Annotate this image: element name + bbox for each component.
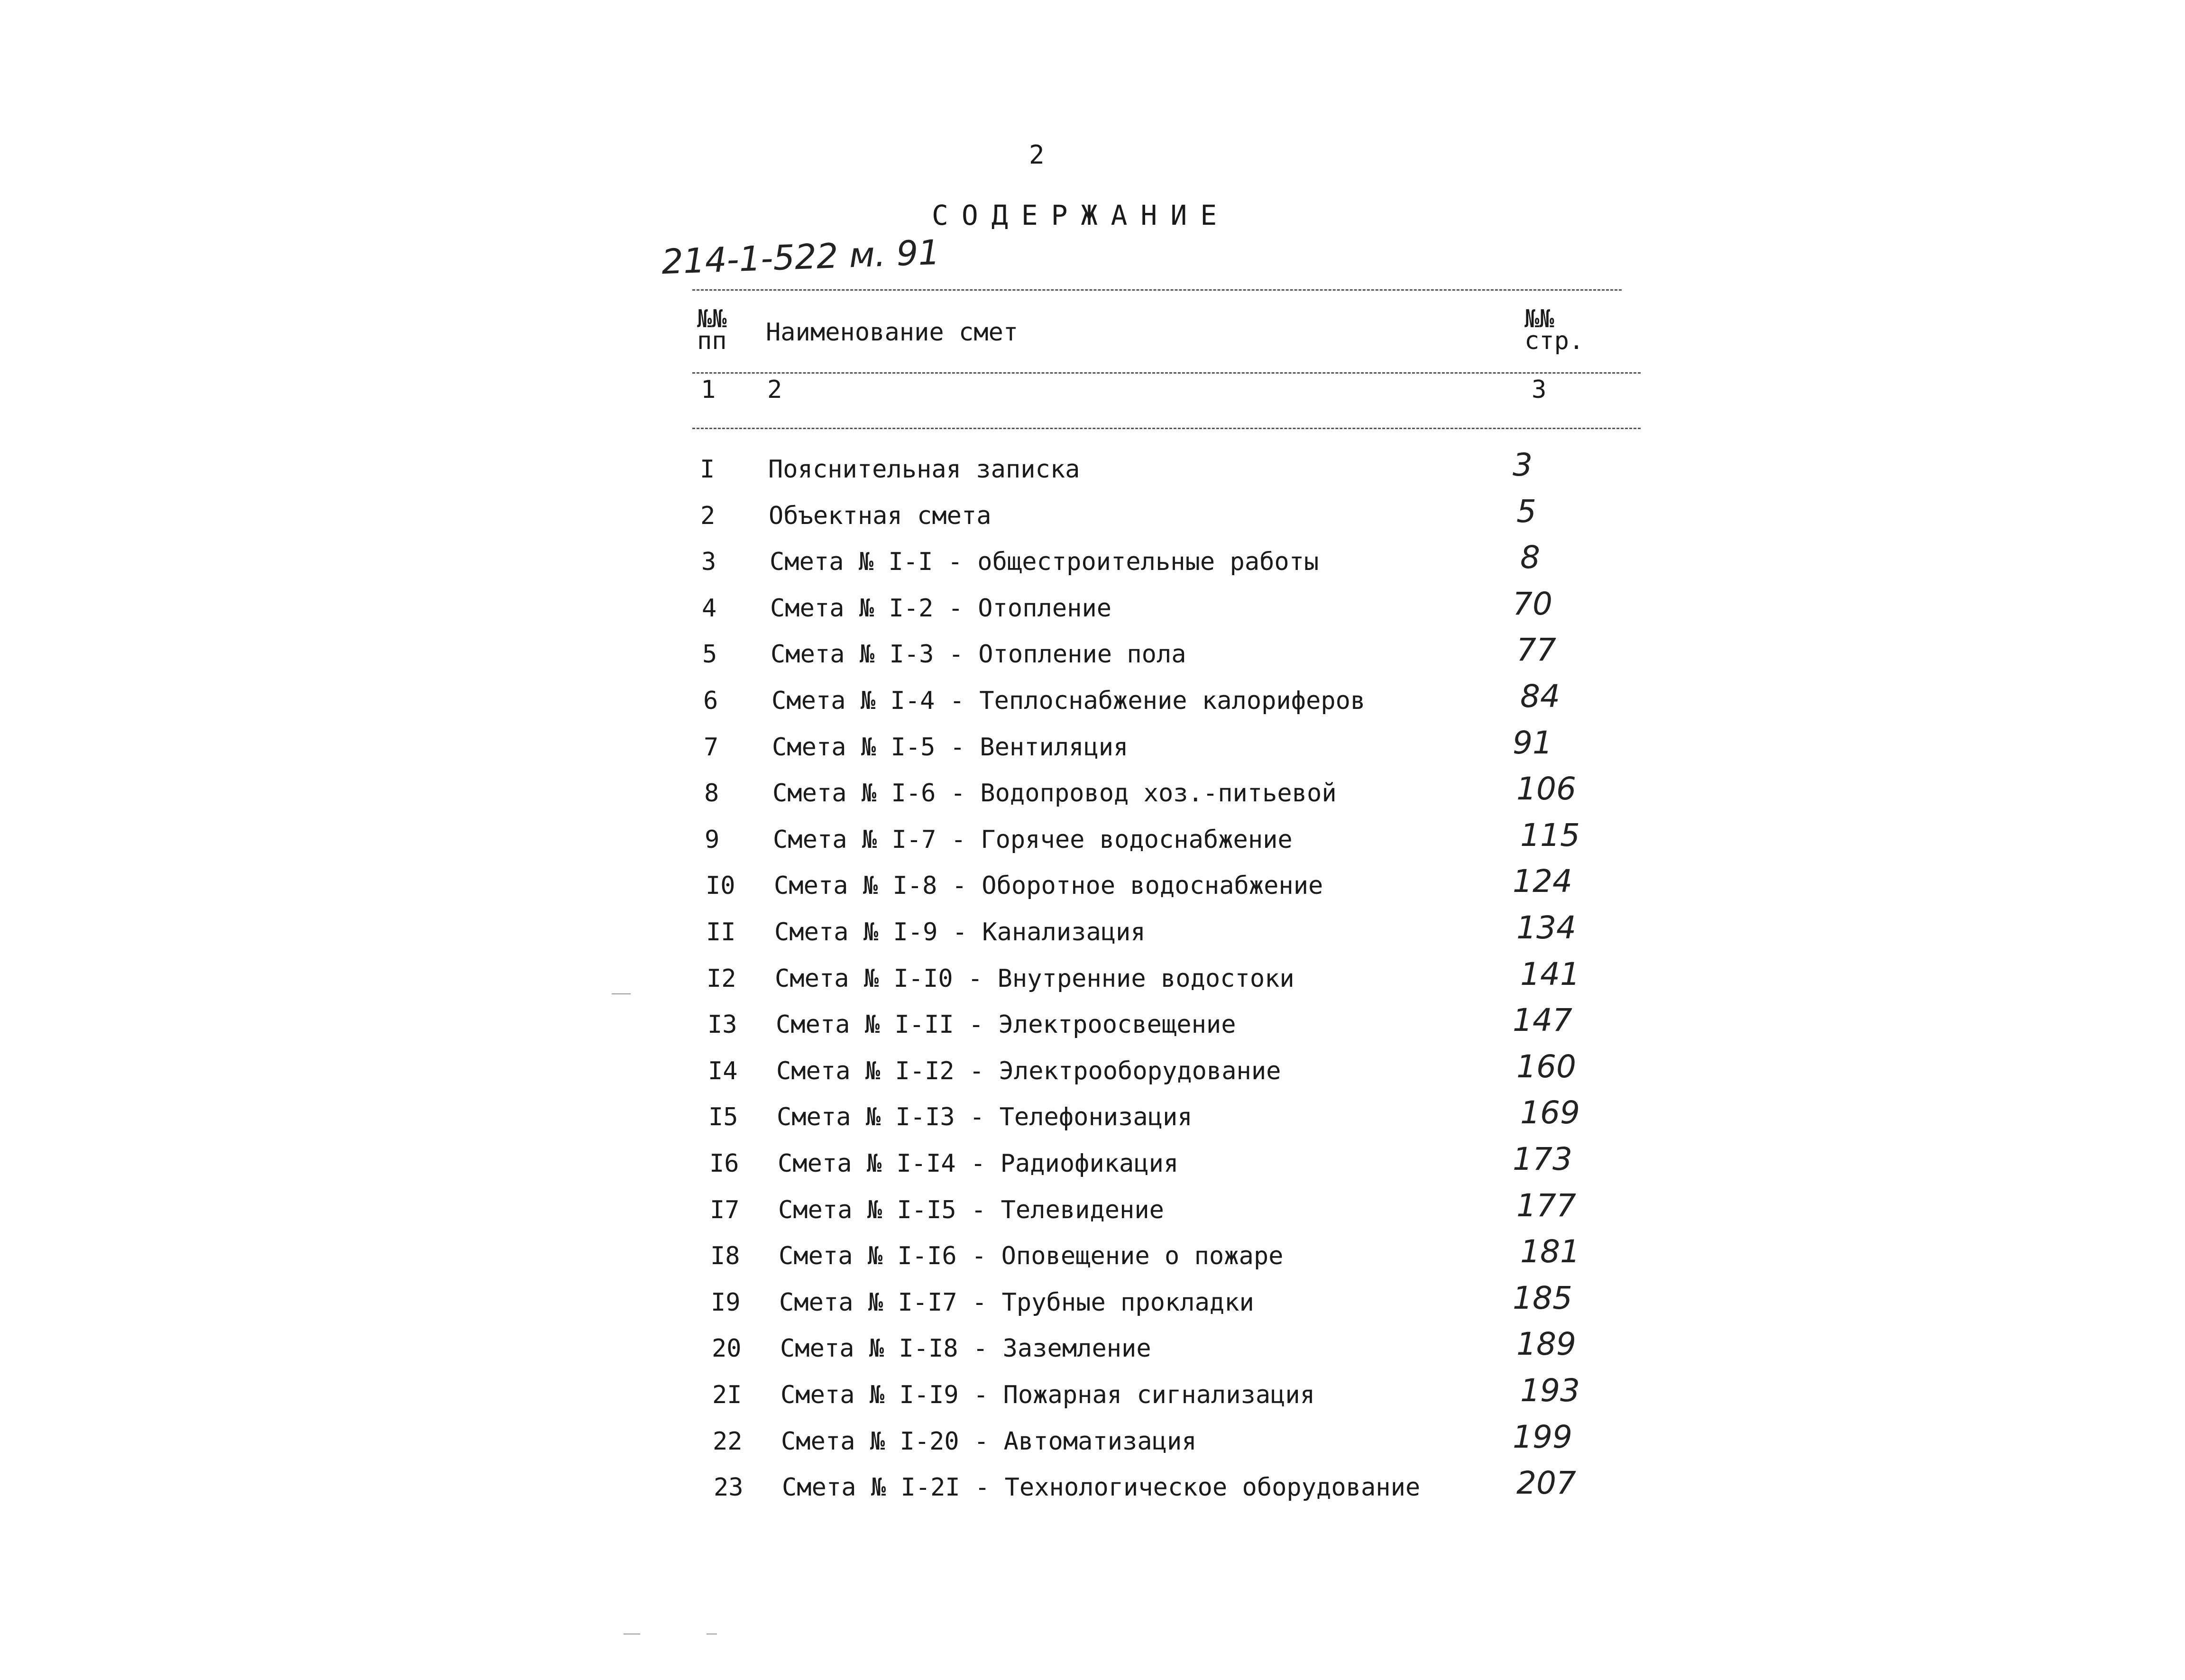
toc-row-number: I7 bbox=[710, 1196, 740, 1224]
toc-row-title: Смета № I-I6 - Оповещение о пожаре bbox=[779, 1242, 1284, 1270]
toc-row-page-handwritten: 5 bbox=[1516, 493, 1536, 530]
toc-row-page-handwritten: 106 bbox=[1516, 771, 1576, 807]
header-num-label-line1: №№ bbox=[697, 305, 727, 333]
toc-row-number: I5 bbox=[708, 1103, 738, 1131]
toc-row-number: 23 bbox=[714, 1473, 744, 1502]
toc-row-number: II bbox=[706, 918, 736, 946]
toc-row-page-handwritten: 3 bbox=[1513, 447, 1533, 483]
toc-row-page-handwritten: 77 bbox=[1516, 632, 1556, 668]
toc-row-title: Смета № I-8 - Оборотное водоснабжение bbox=[774, 872, 1323, 900]
table-top-rule bbox=[692, 289, 1622, 291]
toc-row-title: Смета № I-I4 - Радиофикация bbox=[778, 1149, 1179, 1178]
toc-row-number: 8 bbox=[704, 779, 719, 808]
toc-row-page-handwritten: 173 bbox=[1513, 1141, 1572, 1177]
toc-row-page-handwritten: 169 bbox=[1520, 1094, 1580, 1131]
toc-row-number: 7 bbox=[704, 733, 719, 762]
toc-row-number: I0 bbox=[706, 872, 735, 900]
toc-row-title: Смета № I-2 - Отопление bbox=[770, 594, 1112, 623]
table-body-rule bbox=[692, 428, 1641, 429]
header-page-label bbox=[1524, 305, 1584, 355]
toc-row-number: 2 bbox=[700, 502, 716, 530]
header-num-label bbox=[697, 305, 727, 355]
column-number-3: 3 bbox=[1532, 376, 1547, 404]
toc-row-page-handwritten: 160 bbox=[1516, 1048, 1576, 1085]
toc-row-page-handwritten: 70 bbox=[1513, 586, 1552, 622]
toc-row-title: Смета № I-5 - Вентиляция bbox=[772, 733, 1129, 762]
toc-row-title: Смета № I-3 - Отопление пола bbox=[771, 640, 1186, 669]
toc-row-title: Смета № I-20 - Автоматизация bbox=[781, 1427, 1197, 1456]
header-page-label-line2: стр. bbox=[1524, 327, 1584, 355]
toc-row-number: I8 bbox=[710, 1242, 740, 1270]
toc-row-page-handwritten: 134 bbox=[1516, 909, 1576, 946]
toc-row-number: I3 bbox=[707, 1010, 737, 1039]
toc-row-number: 22 bbox=[713, 1427, 743, 1456]
header-num-label-line2: пп bbox=[697, 327, 727, 355]
toc-row-number: I bbox=[700, 455, 715, 484]
toc-row-title: Смета № I-I3 - Телефонизация bbox=[777, 1103, 1193, 1131]
header-name-label: Наименование смет bbox=[766, 318, 1019, 347]
toc-row-number: 5 bbox=[702, 640, 717, 669]
toc-row-page-handwritten: 199 bbox=[1513, 1419, 1572, 1455]
column-number-2: 2 bbox=[767, 376, 782, 404]
page-title: СОДЕРЖАНИЕ bbox=[932, 199, 1230, 231]
toc-row-page-handwritten: 124 bbox=[1513, 863, 1572, 900]
toc-row-page-handwritten: 84 bbox=[1520, 678, 1560, 715]
toc-row-title: Смета № I-I2 - Электрооборудование bbox=[776, 1057, 1281, 1085]
document-code-handwritten: 214-1-522 м. 91 bbox=[661, 232, 941, 282]
toc-row-number: 3 bbox=[701, 548, 716, 576]
toc-row-page-handwritten: 185 bbox=[1513, 1280, 1572, 1316]
toc-row-page-handwritten: 115 bbox=[1520, 817, 1580, 854]
toc-row-title: Смета № I-I9 - Пожарная сигнализация bbox=[780, 1381, 1315, 1409]
toc-row-title: Пояснительная записка bbox=[768, 455, 1080, 484]
toc-row-number: I9 bbox=[711, 1288, 741, 1317]
toc-row-title: Смета № I-I7 - Трубные прокладки bbox=[779, 1288, 1254, 1317]
toc-row-page-handwritten: 193 bbox=[1520, 1372, 1580, 1409]
toc-row-title: Смета № I-7 - Горячее водоснабжение bbox=[773, 826, 1293, 854]
toc-row-page-handwritten: 91 bbox=[1513, 725, 1552, 761]
toc-row-title: Объектная смета bbox=[769, 502, 992, 530]
toc-row-number: 6 bbox=[703, 687, 718, 715]
toc-row-page-handwritten: 177 bbox=[1516, 1187, 1576, 1224]
toc-row-title: Смета № I-II - Электроосвещение bbox=[776, 1010, 1236, 1039]
page-number: 2 bbox=[1029, 140, 1045, 170]
toc-row-title: Смета № I-2I - Технологическое оборудование bbox=[782, 1473, 1421, 1502]
scan-mark bbox=[612, 993, 631, 994]
toc-row-title: Смета № I-I0 - Внутренние водостоки bbox=[775, 964, 1294, 993]
toc-row-title: Смета № I-I5 - Телевидение bbox=[778, 1196, 1164, 1224]
toc-row-number: 9 bbox=[705, 826, 720, 854]
toc-row-title: Смета № I-I8 - Заземление bbox=[780, 1334, 1151, 1363]
toc-row-number: I6 bbox=[709, 1149, 739, 1178]
toc-row-page-handwritten: 141 bbox=[1520, 956, 1580, 992]
column-number-1: 1 bbox=[701, 376, 716, 404]
toc-row-page-handwritten: 189 bbox=[1516, 1326, 1576, 1362]
toc-row-page-handwritten: 8 bbox=[1520, 539, 1540, 576]
toc-row-page-handwritten: 147 bbox=[1513, 1002, 1572, 1038]
toc-row-page-handwritten: 181 bbox=[1520, 1233, 1580, 1270]
toc-row-number: 2I bbox=[712, 1381, 742, 1409]
toc-row-number: 20 bbox=[712, 1334, 742, 1363]
toc-row-title: Смета № I-9 - Канализация bbox=[774, 918, 1146, 946]
toc-row-title: Смета № I-4 - Теплоснабжение калориферов bbox=[771, 687, 1366, 715]
toc-row-title: Смета № I-I - общестроительные работы bbox=[770, 548, 1319, 576]
header-divider-rule bbox=[692, 372, 1641, 374]
toc-row-title: Смета № I-6 - Водопровод хоз.-питьевой bbox=[772, 779, 1337, 808]
toc-row-page-handwritten: 207 bbox=[1516, 1465, 1576, 1501]
toc-row-number: I2 bbox=[707, 964, 736, 993]
header-page-label-line1: №№ bbox=[1524, 305, 1554, 333]
toc-row-number: I4 bbox=[708, 1057, 738, 1085]
toc-row-number: 4 bbox=[702, 594, 717, 623]
